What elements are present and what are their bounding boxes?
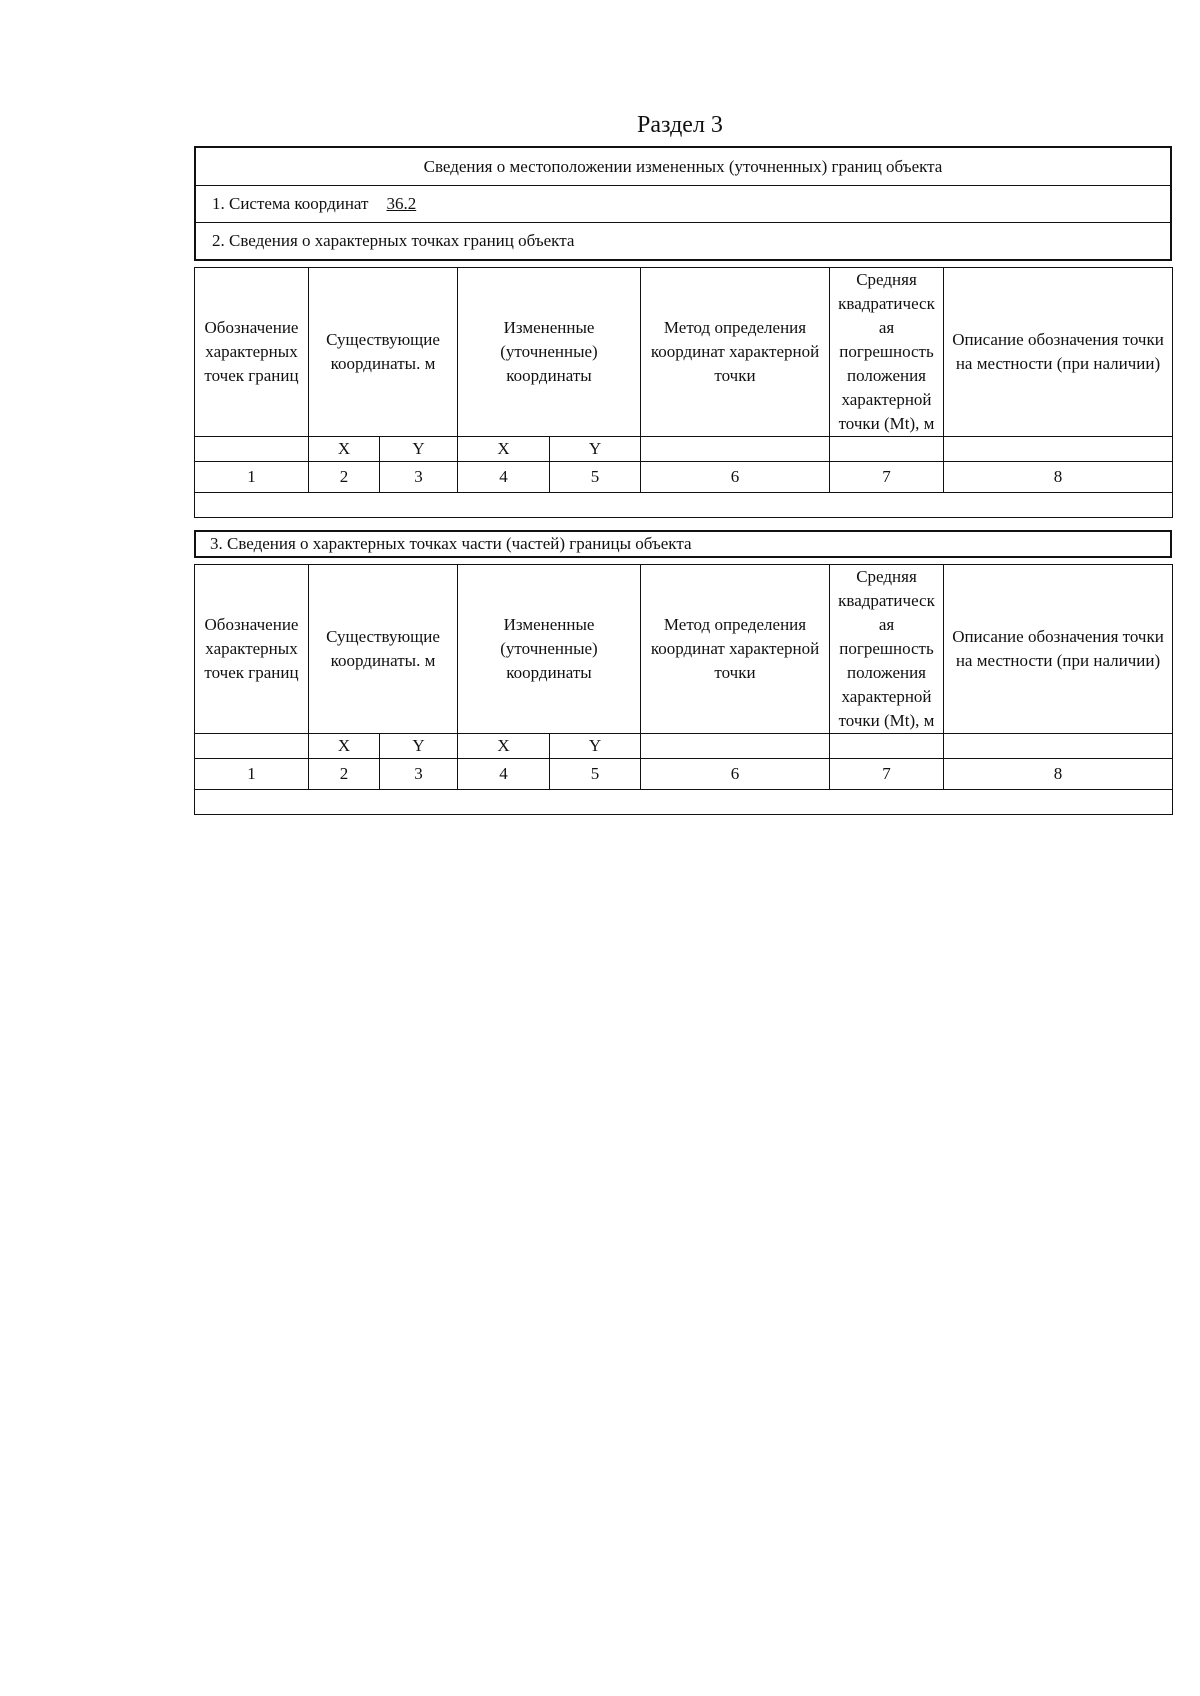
- xy-cell-empty: [944, 437, 1173, 462]
- boundaries-heading: Сведения о местоположении измененных (уточненных) границ объекта: [423, 156, 943, 176]
- header-existing-coords: Существующие координаты. м: [309, 268, 458, 437]
- column-number: 6: [641, 759, 830, 790]
- boundary-points-table: [194, 267, 1173, 518]
- column-number: 5: [550, 759, 641, 790]
- xy-cell-empty: [195, 734, 309, 759]
- coord-system-row: [196, 185, 1170, 222]
- part-points-heading-box: [194, 530, 1172, 558]
- column-number: 6: [641, 462, 830, 493]
- column-number-row: [195, 759, 1173, 790]
- existing-y: Y: [380, 734, 458, 759]
- column-number: 5: [550, 462, 641, 493]
- column-number: 7: [830, 462, 944, 493]
- part-points-heading: 3. Сведения о характерных точках части (частей) границы объекта: [210, 534, 692, 553]
- column-number: 2: [309, 462, 380, 493]
- xy-cell-empty: [830, 437, 944, 462]
- header-description: Описание обозначения точки на местности (при наличии): [944, 268, 1173, 437]
- xy-row: [195, 734, 1173, 759]
- existing-x: X: [309, 437, 380, 462]
- xy-cell-empty: [830, 734, 944, 759]
- column-number: 1: [195, 462, 309, 493]
- object-info-box: [194, 146, 1172, 261]
- xy-cell-empty: [195, 437, 309, 462]
- xy-cell-empty: [641, 734, 830, 759]
- column-number: 1: [195, 759, 309, 790]
- header-mse: Средняя квадратическ ая погрешность положения характерной точки (Mt), м: [830, 565, 944, 734]
- column-number: 2: [309, 759, 380, 790]
- empty-cell: [195, 493, 1173, 518]
- empty-cell: [195, 790, 1173, 815]
- header-designation: Обозначение характерных точек границ: [195, 565, 309, 734]
- column-number: 8: [944, 759, 1173, 790]
- header-row: [195, 565, 1173, 734]
- changed-y: Y: [550, 734, 641, 759]
- header-designation: Обозначение характерных точек границ: [195, 268, 309, 437]
- points-heading: 2. Сведения о характерных точках границ объекта: [196, 222, 1170, 259]
- column-number: 3: [380, 462, 458, 493]
- section-title: Раздел 3: [637, 112, 723, 138]
- header-row: [195, 268, 1173, 437]
- existing-x: X: [309, 734, 380, 759]
- xy-cell-empty: [641, 437, 830, 462]
- column-number-row: [195, 462, 1173, 493]
- changed-x: X: [458, 437, 550, 462]
- column-number: 3: [380, 759, 458, 790]
- empty-data-row: [195, 790, 1173, 815]
- header-method: Метод определения координат характерной точки: [641, 268, 830, 437]
- column-number: 7: [830, 759, 944, 790]
- changed-x: X: [458, 734, 550, 759]
- changed-y: Y: [550, 437, 641, 462]
- part-boundary-points-table: [194, 564, 1173, 815]
- header-changed-coords: Измененные (уточненные) координаты: [458, 268, 641, 437]
- header-existing-coords: Существующие координаты. м: [309, 565, 458, 734]
- empty-data-row: [195, 493, 1173, 518]
- column-number: 8: [944, 462, 1173, 493]
- header-mse: Средняя квадратическ ая погрешность положения характерной точки (Mt), м: [830, 268, 944, 437]
- column-number: 4: [458, 462, 550, 493]
- header-description: Описание обозначения точки на местности (при наличии): [944, 565, 1173, 734]
- xy-cell-empty: [944, 734, 1173, 759]
- xy-row: [195, 437, 1173, 462]
- header-changed-coords: Измененные (уточненные) координаты: [458, 565, 641, 734]
- coord-system-value: 36.2: [386, 194, 417, 213]
- header-method: Метод определения координат характерной точки: [641, 565, 830, 734]
- existing-y: Y: [380, 437, 458, 462]
- column-number: 4: [458, 759, 550, 790]
- coord-system-label: 1. Система координат: [212, 194, 369, 213]
